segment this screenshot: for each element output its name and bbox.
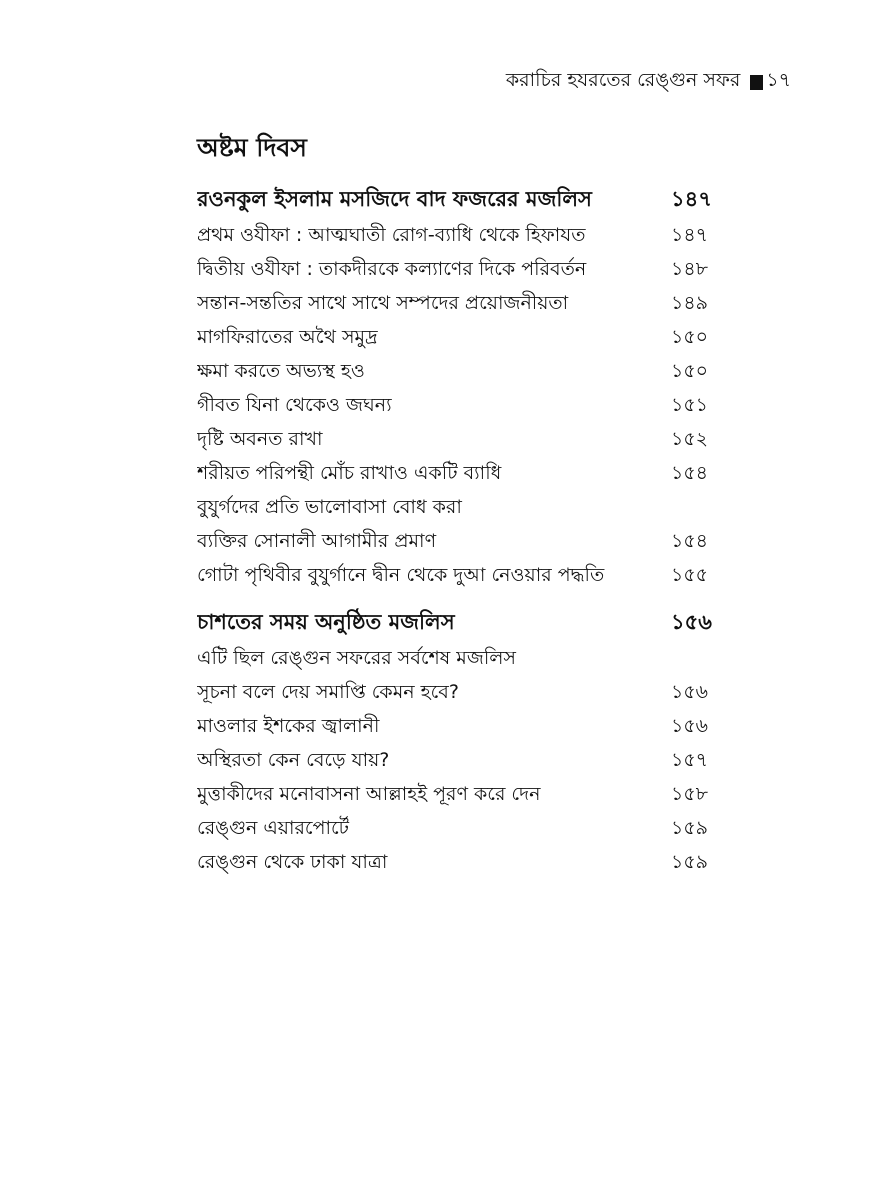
toc-entry-page: ১৫৮ xyxy=(671,783,708,805)
toc-entry xyxy=(197,252,717,286)
running-header-title: করাচির হযরতের রেঙ্গুন সফর xyxy=(505,69,741,91)
toc-section-title: রওনকুল ইসলাম মসজিদে বাদ ফজরের মজলিস xyxy=(197,187,592,211)
toc-section-heading xyxy=(197,180,717,218)
toc-entry-page: ১৫২ xyxy=(671,428,709,450)
toc-section-page: ১৫৬ xyxy=(671,610,712,634)
toc-entry-title: দ্বিতীয় ওযীফা : তাকদীরকে কল্যাণের দিকে পরিবর্তন xyxy=(197,258,587,280)
toc-section-title: চাশতের সময় অনুষ্ঠিত মজলিস xyxy=(197,610,455,634)
toc-entry-page: ১৫৭ xyxy=(671,749,709,771)
toc-entry xyxy=(197,558,717,592)
toc-entry-page: ১৪৯ xyxy=(671,292,708,314)
toc-section-page: ১৪৭ xyxy=(671,187,712,211)
toc-entry-page: ১৫৯ xyxy=(671,817,708,839)
toc-entry-title: রেঙ্গুন থেকে ঢাকা যাত্রা xyxy=(197,851,388,873)
toc-section xyxy=(197,180,717,592)
toc-entry-page: ১৫৪ xyxy=(671,462,708,484)
toc-entry xyxy=(197,422,717,456)
toc-entry xyxy=(197,524,717,558)
day-heading: অষ্টম দিবস xyxy=(197,133,307,162)
toc-entry xyxy=(197,320,717,354)
toc-entry xyxy=(197,388,717,422)
toc-entry-title: গোটা পৃথিবীর বুযুর্গানে দ্বীন থেকে দুআ নেওয়ার পদ্ধতি xyxy=(197,564,605,586)
toc-entry xyxy=(197,456,717,490)
toc-entry-page: ১৫৬ xyxy=(671,681,709,703)
toc-entry xyxy=(197,354,717,388)
square-bullet-icon xyxy=(750,75,763,90)
toc-entry-title: শরীয়ত পরিপন্থী মোঁচ রাখাও একটি ব্যাধি xyxy=(197,462,502,484)
toc-entry-title: বুযুর্গদের প্রতি ভালোবাসা বোধ করা xyxy=(197,496,462,518)
toc-section-heading xyxy=(197,603,717,641)
toc-entry-title: রেঙ্গুন এয়ারপোর্টে xyxy=(197,817,349,839)
running-header-page-number: ১৭ xyxy=(766,69,791,91)
toc-entry-page: ১৫৯ xyxy=(671,851,708,873)
toc-entry-page: ১৫৬ xyxy=(671,715,709,737)
toc-section xyxy=(197,603,717,879)
toc-entry-title: মুত্তাকীদের মনোবাসনা আল্লাহই পূরণ করে দেন xyxy=(197,783,541,805)
running-header xyxy=(506,66,791,98)
toc-entry xyxy=(197,641,717,675)
toc-entry xyxy=(197,777,717,811)
toc-entry-page: ১৫১ xyxy=(671,394,708,416)
toc-entry-page: ১৪৭ xyxy=(671,224,709,246)
toc-entry-title: সন্তান-সন্ততির সাথে সাথে সম্পদের প্রয়োজনীয়তা xyxy=(197,292,569,314)
toc-entry-title: সূচনা বলে দেয় সমাপ্তি কেমন হবে? xyxy=(197,681,459,703)
toc-entry-title: মাগফিরাতের অথৈ সমুদ্র xyxy=(197,326,378,348)
toc-entry-title: মাওলার ইশকের জ্বালানী xyxy=(197,715,380,737)
toc-entry-title: প্রথম ওযীফা : আত্মঘাতী রোগ-ব্যাধি থেকে হিফাযত xyxy=(197,224,586,246)
toc-entry-page: ১৫৪ xyxy=(671,530,708,552)
toc-entry-title: ব্যক্তির সোনালী আগামীর প্রমাণ xyxy=(197,530,437,552)
toc-entry-page: ১৫০ xyxy=(671,326,709,348)
toc-entry-page: ১৪৮ xyxy=(671,258,708,280)
toc-entry-page: ১৫০ xyxy=(671,360,709,382)
toc-entry xyxy=(197,811,717,845)
toc-entry-title: গীবত যিনা থেকেও জঘন্য xyxy=(197,394,392,416)
toc-entry xyxy=(197,845,717,879)
toc-entry-title: ক্ষমা করতে অভ্যস্থ হও xyxy=(197,360,365,382)
toc-entry xyxy=(197,218,717,252)
toc-entry xyxy=(197,743,717,777)
toc-entry xyxy=(197,490,717,524)
toc-entry-title: দৃষ্টি অবনত রাখা xyxy=(197,428,323,450)
toc-entry xyxy=(197,675,717,709)
toc-entry xyxy=(197,286,717,320)
toc-entry-page: ১৫৫ xyxy=(671,564,708,586)
toc-entry-title: এটি ছিল রেঙ্গুন সফরের সর্বশেষ মজলিস xyxy=(197,647,516,669)
toc-entry-title: অস্থিরতা কেন বেড়ে যায়? xyxy=(197,749,390,771)
toc-entry xyxy=(197,709,717,743)
